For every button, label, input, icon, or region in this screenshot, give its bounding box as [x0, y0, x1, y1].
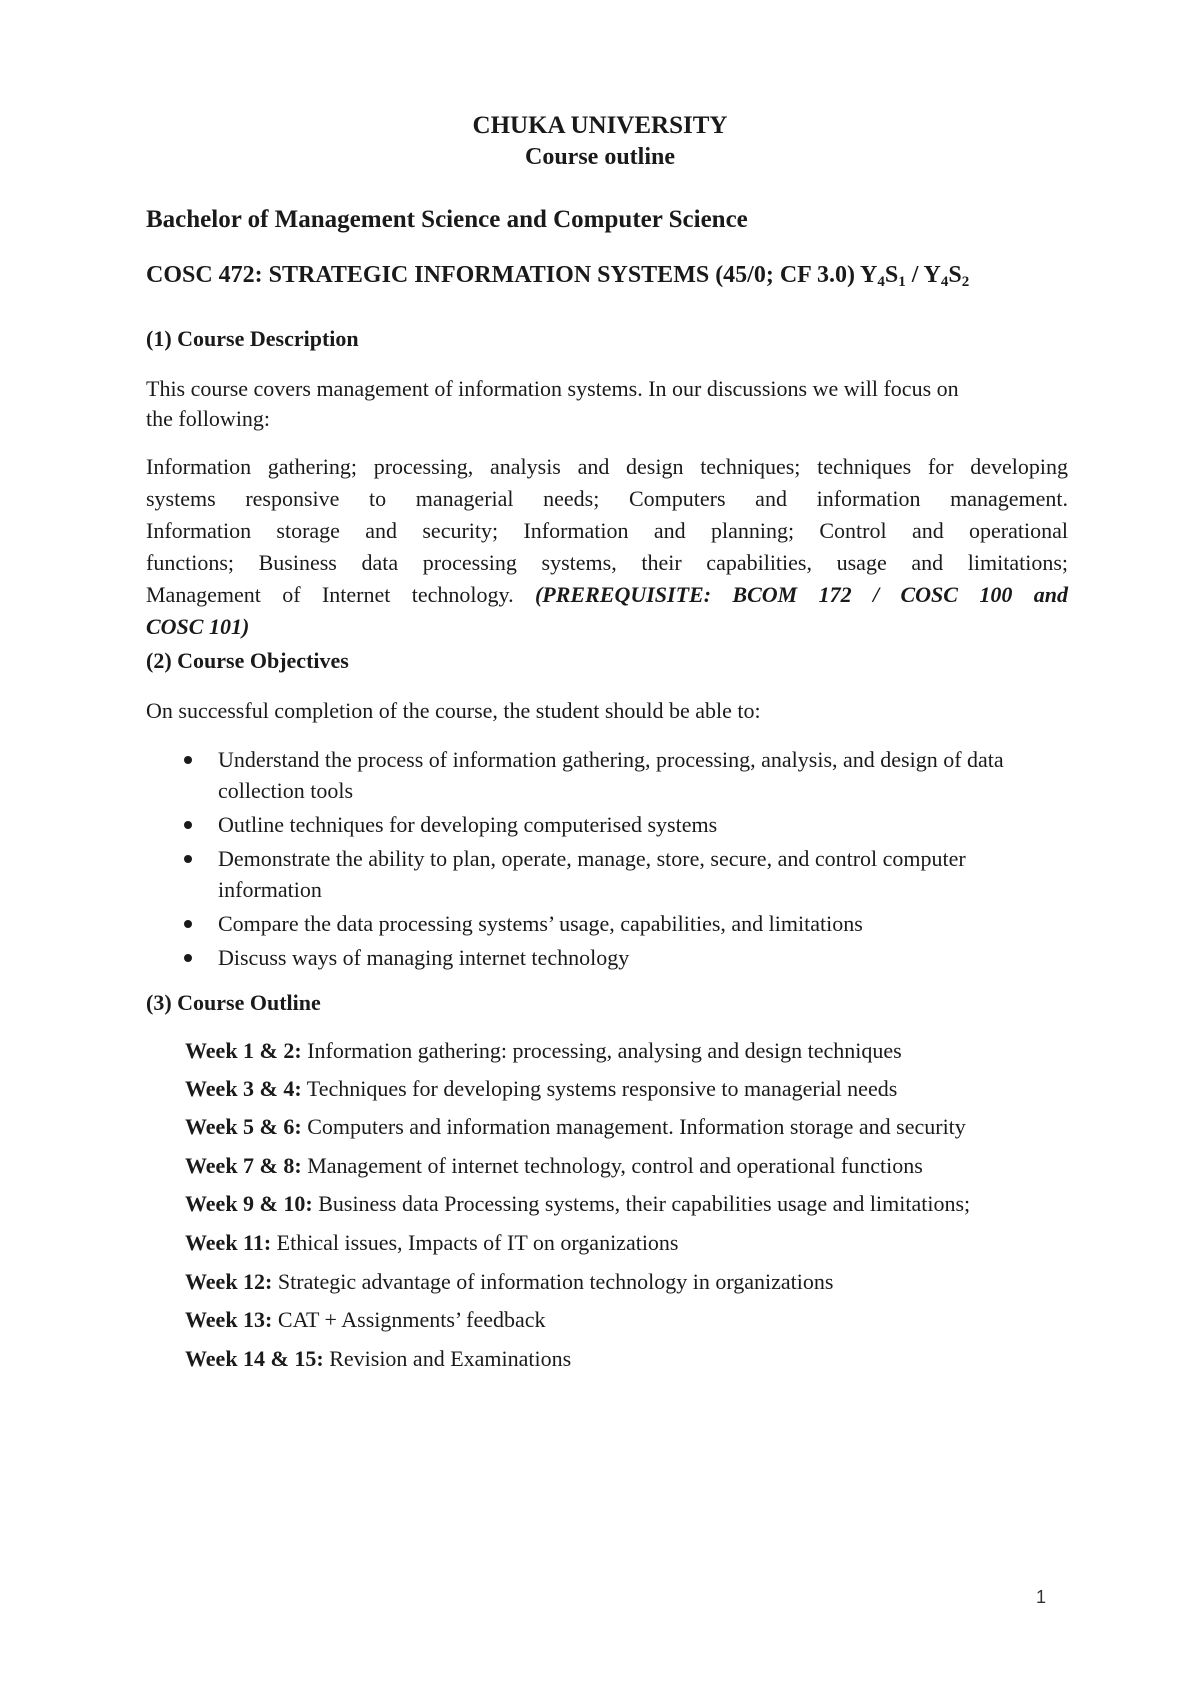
course-title: COSC 472: STRATEGIC INFORMATION SYSTEMS (45/0; CF 3.0) $Y_4S_1 / Y_4S_2$ — [146, 262, 970, 290]
document-type: Course outline — [525, 144, 675, 170]
week-row: Week 1 & 2: Information gathering: processing, analysing and design techniques — [185, 1038, 902, 1063]
programme-title: Bachelor of Management Science and Computer Science — [146, 206, 748, 233]
week-row: Week 12: Strategic advantage of information technology in organizations — [185, 1269, 834, 1294]
bullet-icon — [184, 954, 192, 962]
description-line: systems responsive to managerial needs; Computers and information management. — [146, 486, 1068, 511]
week-row: Week 7 & 8: Management of internet technology, control and operational functions — [185, 1153, 923, 1178]
week-row: Week 5 & 6: Computers and information management. Information storage and security — [185, 1114, 966, 1139]
week-row: Week 3 & 4: Techniques for developing systems responsive to managerial needs — [185, 1076, 898, 1101]
week-row: Week 14 & 15: Revision and Examinations — [185, 1346, 572, 1371]
list-item: Compare the data processing systems’ usage, capabilities, and limitations — [146, 908, 1076, 939]
objectives-heading: (2) Course Objectives — [146, 648, 349, 673]
bullet-icon — [184, 855, 192, 863]
description-line: Management of Internet technology. (PREREQUISITE: BCOM 172 / COSC 100 and — [146, 582, 1068, 607]
bullet-icon — [184, 920, 192, 928]
description-heading: (1) Course Description — [146, 326, 359, 351]
outline-heading: (3) Course Outline — [146, 990, 321, 1015]
description-line: Information gathering; processing, analysis and design techniques; techniques for developing — [146, 454, 1068, 479]
list-item: Demonstrate the ability to plan, operate, manage, store, secure, and control computer information — [146, 843, 1076, 905]
objectives-list — [146, 744, 1076, 976]
description-intro-line-2: the following: — [146, 406, 271, 431]
prerequisite-text-end: COSC 101) — [146, 614, 250, 639]
list-item: Discuss ways of managing internet technology — [146, 942, 1076, 973]
list-item: Understand the process of information gathering, processing, analysis, and design of data collection tools — [146, 744, 1076, 806]
list-item: Outline techniques for developing computerised systems — [146, 809, 1076, 840]
description-intro-line-1: This course covers management of information systems. In our discussions we will focus on — [146, 376, 959, 401]
objectives-intro: On successful completion of the course, the student should be able to: — [146, 698, 761, 723]
week-row: Week 9 & 10: Business data Processing systems, their capabilities usage and limitations; — [185, 1191, 971, 1216]
page-number: 1 — [1036, 1587, 1047, 1607]
bullet-icon — [184, 756, 192, 764]
university-name: CHUKA UNIVERSITY — [472, 112, 728, 139]
description-line: functions; Business data processing systems, their capabilities, usage and limitations; — [146, 550, 1068, 575]
week-row: Week 11: Ethical issues, Impacts of IT on organizations — [185, 1230, 679, 1255]
bullet-icon — [184, 821, 192, 829]
description-line: Information storage and security; Information and planning; Control and operational — [146, 518, 1068, 543]
prerequisite-text: (PREREQUISITE: BCOM 172 / COSC 100 and — [534, 582, 1068, 607]
description-body — [146, 451, 1068, 643]
week-row: Week 13: CAT + Assignments’ feedback — [185, 1307, 546, 1332]
